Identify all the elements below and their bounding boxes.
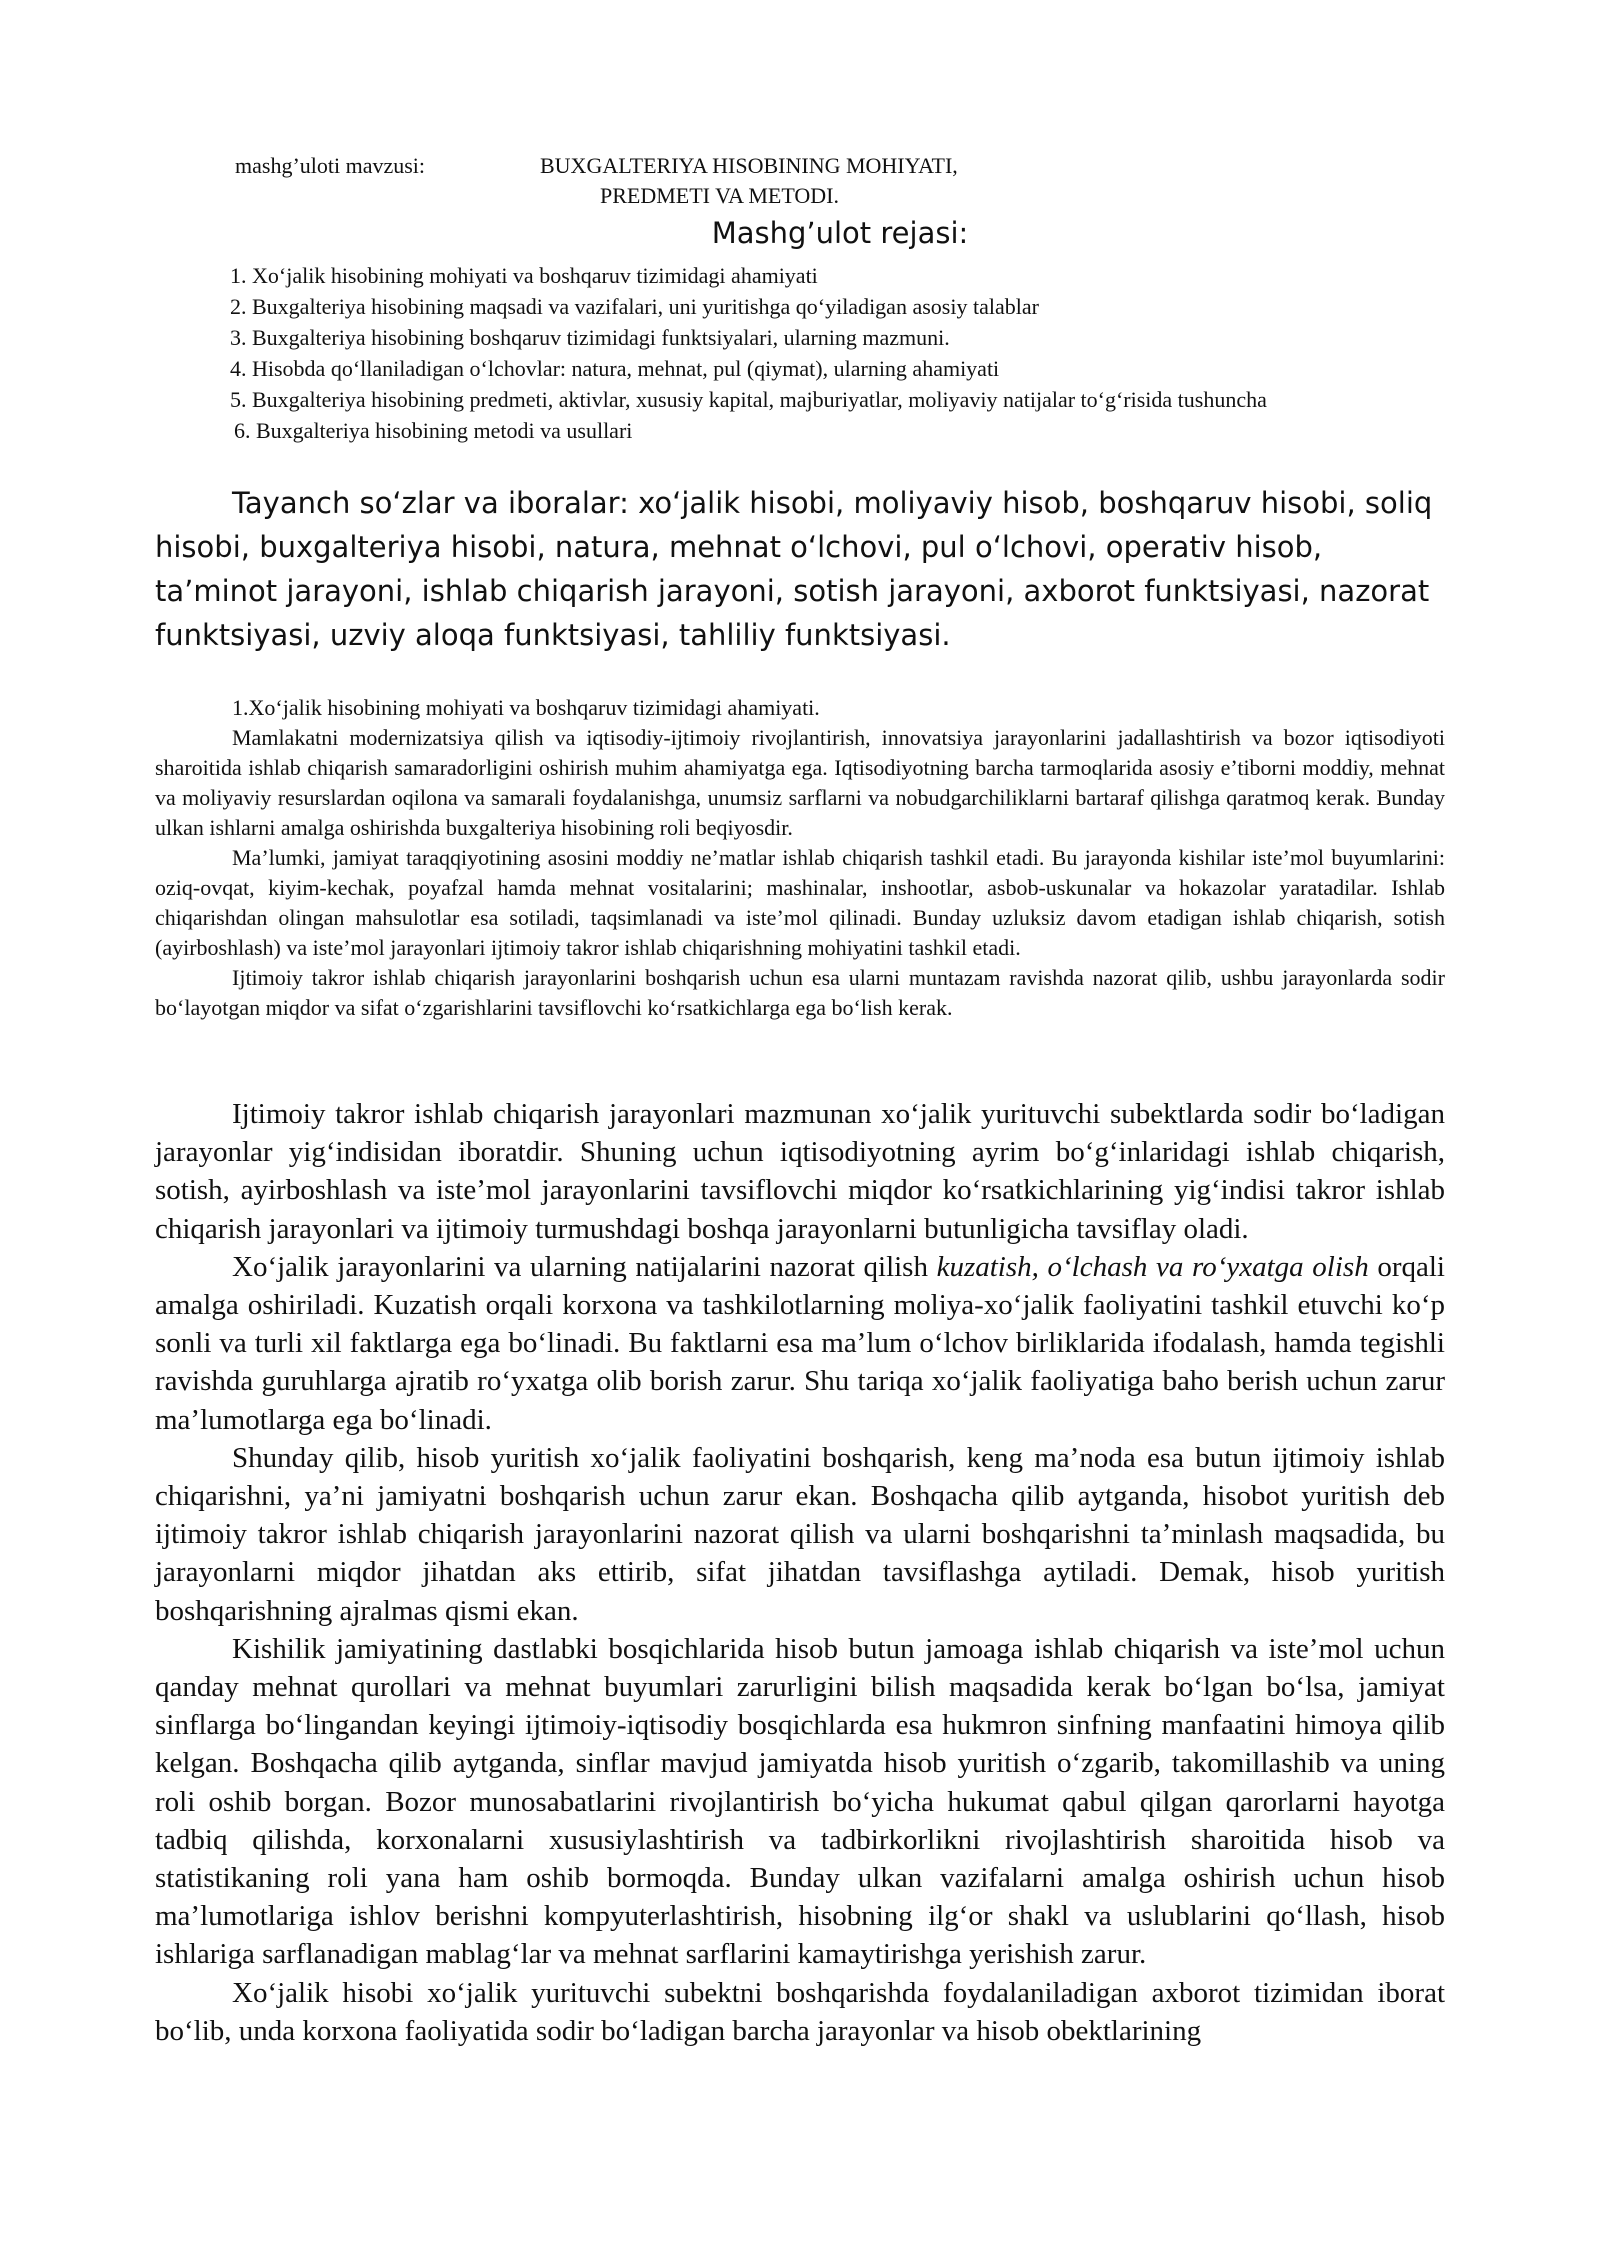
emphasis-text: kuzatish, o‘lchash va ro‘yxatga olish	[936, 1250, 1369, 1283]
plan-item: 6. Buxgalteriya hisobining metodi va usullari	[234, 418, 633, 443]
paragraph: Mamlakatni modernizatsiya qilish va iqtisodiy-ijtimoiy rivojlantirish, innovatsiya jarayonlarini jadallashtirish va bozor iqtisodiyoti sharoitida ishlab chiqarish samaradorligini oshirish muhim ahamiyatga ega. Iqtisodiyotning barcha tarmoqlarida asosiy e’tiborni moddiy, mehnat va moliyaviy resurslardan oqilona va samarali foydalanishga, unumsiz sarflarni va nobudgarchiliklarni bartaraf qilishga qaratmoq kerak. Bunday ulkan ishlarni amalga oshirishda buxgalteriya hisobining roli beqiyosdir.	[155, 725, 1445, 840]
section-body-text	[155, 1095, 1445, 2050]
plan-item: 2. Buxgalteriya hisobining maqsadi va vazifalari, uni yuritishga qo‘yiladigan asosiy talablar	[230, 294, 1039, 319]
plan-heading: Mashg’ulot rejasi:	[711, 216, 969, 250]
section-title: 1.Xo‘jalik hisobining mohiyati va boshqaruv tizimidagi ahamiyati.	[232, 695, 820, 720]
plan-item: 5. Buxgalteriya hisobining predmeti, aktivlar, xususiy kapital, majburiyatlar, moliyaviy natijalar to‘g‘risida tushuncha	[230, 387, 1267, 412]
topic-header	[235, 153, 1435, 208]
paragraph-text: Xo‘jalik jarayonlarini va ularning natijalarini nazorat qilish	[232, 1250, 937, 1283]
paragraph: Ma’lumki, jamiyat taraqqiyotining asosini moddiy ne’matlar ishlab chiqarish tashkil etadi. Bu jarayonda kishilar iste’mol buyumlarini: oziq-ovqat, kiyim-kechak, poyafzal hamda mehnat vositalarini; mashinalar, inshootlar, asbob-uskunalar va hokazolar yaratadilar. Ishlab chiqarishdan olingan mahsulotlar esa sotiladi, taqsimlanadi va iste’mol qilinadi. Bunday uzluksiz davom etadigan ishlab chiqarish, sotish (ayirboshlash) va iste’mol jarayonlari ijtimoiy takror ishlab chiqarishning mohiyatini tashkil etadi.	[155, 845, 1445, 960]
paragraph	[155, 1248, 1445, 1439]
keywords-paragraph: Tayanch so‘zlar va iboralar: xo‘jalik hisobi, moliyaviy hisob, boshqaruv hisobi, soliq hisobi, buxgalteriya hisobi, natura, mehnat o‘lchovi, pul o‘lchovi, operativ hisob, ta’minot jarayoni, ishlab chiqarish jarayoni, sotish jarayoni, axborot funktsiyasi, nazorat funktsiyasi, uzviy aloqa funktsiyasi, tahliliy funktsiyasi.	[155, 486, 1433, 652]
topic-title-line1: BUXGALTERIYA HISOBINING MOHIYATI,	[540, 153, 958, 178]
section-small-text	[155, 693, 1445, 1023]
plan-list	[155, 260, 1445, 446]
paragraph: Xo‘jalik hisobi xo‘jalik yurituvchi subektni boshqarishda foydalaniladigan axborot tizimidan iborat bo‘lib, unda korxona faoliyatida sodir bo‘ladigan barcha jarayonlar va hisob obektlarining	[155, 1976, 1445, 2047]
paragraph-text: orqali amalga oshiriladi. Kuzatish orqali korxona va tashkilotlarning moliya-xo‘jalik faoliyatini tashkil etuvchi ko‘p sonli va turli xil faktlarga ega bo‘linadi. Bu faktlarni esa ma’lum o‘lchov birliklarida ifodalash, hamda tegishli ravishda guruhlarga ajratib ro‘yxatga olib borish zarur. Shu tariqa xo‘jalik faoliyatiga baho berish uchun zarur ma’lumotlarga ega bo‘linadi.	[155, 1250, 1445, 1436]
topic-title-line2: PREDMETI VA METODI.	[600, 183, 839, 208]
plan-item: 3. Buxgalteriya hisobining boshqaruv tizimidagi funktsiyalari, ularning mazmuni.	[230, 325, 950, 350]
topic-label: mashg’uloti mavzusi:	[235, 153, 426, 178]
paragraph: Ijtimoiy takror ishlab chiqarish jarayonlari mazmunan xo‘jalik yurituvchi subektlarda sodir bo‘ladigan jarayonlar yig‘indisidan iboratdir. Shuning uchun iqtisodiyotning ayrim bo‘g‘inlaridagi ishlab chiqarish, sotish, ayirboshlash va iste’mol jarayonlarini tavsiflovchi miqdor ko‘rsatkichlarining yig‘indisi takror ishlab chiqarish jarayonlari va ijtimoiy turmushdagi boshqa jarayonlarni butunligicha tavsiflay oladi.	[155, 1098, 1445, 1245]
plan-item: 1. Xo‘jalik hisobining mohiyati va boshqaruv tizimidagi ahamiyati	[230, 263, 818, 288]
plan-item: 4. Hisobda qo‘llaniladigan o‘lchovlar: natura, mehnat, pul (qiymat), ularning ahamiyati	[230, 356, 1000, 381]
paragraph: Kishilik jamiyatining dastlabki bosqichlarida hisob butun jamoaga ishlab chiqarish va iste’mol uchun qanday mehnat qurollari va mehnat buyumlari zarurligini bilish maqsadida kerak bo‘lgan bo‘lsa, jamiyat sinflarga bo‘lingandan keyingi ijtimoiy-iqtisodiy bosqichlarda esa hukmron sinfning manfaatini himoya qilib kelgan. Boshqacha qilib aytganda, sinflar mavjud jamiyatda hisob yuritish o‘zgarib, takomillashib va uning roli oshib borgan. Bozor munosabatlarini rivojlantirish bo‘yicha hukumat qabul qilgan qarorlarni hayotga tadbiq qilishda, korxonalarni xususiylashtirish va tadbirkorlikni rivojlashtirish sharoitida hisob va statistikaning roli yana ham oshib bormoqda. Bunday ulkan vazifalarni amalga oshirish uchun hisob ma’lumotlariga ishlov berishni kompyuterlashtirish, hisobning ilg‘or shakl va uslublarini qo‘llash, hisob ishlariga sarflanadigan mablag‘lar va mehnat sarflarini kamaytirishga yerishish zarur.	[155, 1632, 1445, 1971]
paragraph: Ijtimoiy takror ishlab chiqarish jarayonlarini boshqarish uchun esa ularni muntazam ravishda nazorat qilib, ushbu jarayonlarda sodir bo‘layotgan miqdor va sifat o‘zgarishlarini tavsiflovchi ko‘rsatkichlarga ega bo‘lish kerak.	[155, 965, 1445, 1020]
paragraph: Shunday qilib, hisob yuritish xo‘jalik faoliyatini boshqarish, keng ma’noda esa butun ijtimoiy ishlab chiqarishni, ya’ni jamiyatni boshqarish uchun zarur ekan. Boshqacha qilib aytganda, hisobot yuritish deb ijtimoiy takror ishlab chiqarish jarayonlarini nazorat qilish va ularni boshqarishni ta’minlash maqsadida, bu jarayonlarni miqdor jihatdan aks ettirib, sifat jihatdan tavsiflashga aytiladi. Demak, hisob yuritish boshqarishning ajralmas qismi ekan.	[155, 1441, 1445, 1627]
